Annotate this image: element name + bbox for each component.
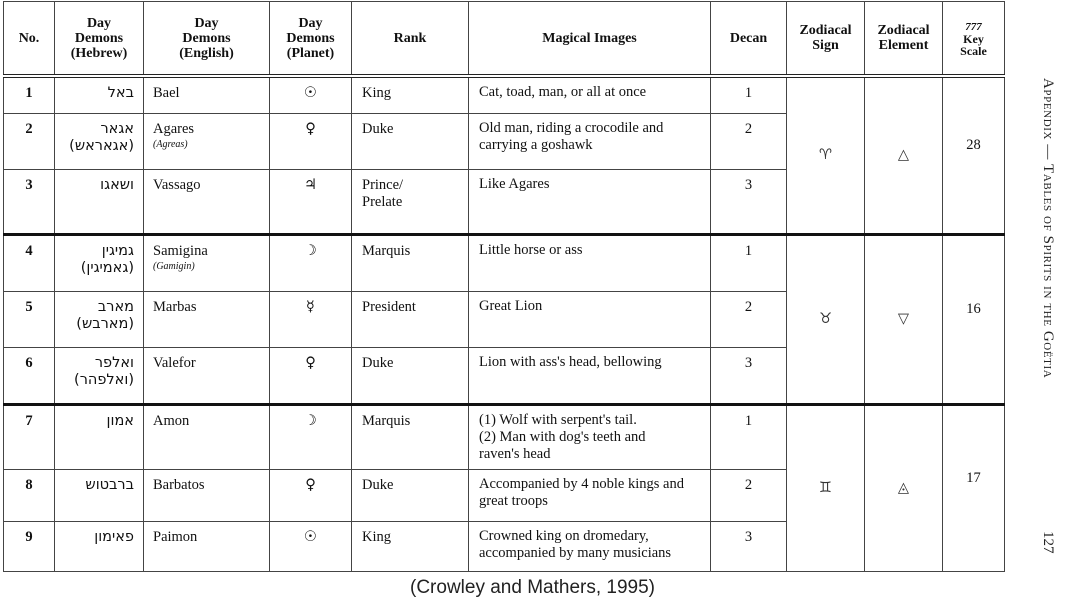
line: (גאמיגין) — [80, 260, 134, 276]
row-number: 8 — [4, 470, 55, 522]
line: Duke — [362, 477, 394, 493]
line: King — [362, 85, 391, 101]
header-row — [4, 2, 1005, 77]
line: אגאר — [100, 121, 134, 137]
decan: 3 — [711, 522, 787, 572]
line: באל — [107, 85, 134, 101]
decan: 3 — [711, 348, 787, 405]
line: King — [362, 529, 391, 545]
rank — [352, 235, 469, 292]
line: (אגאראש) — [69, 138, 134, 154]
line: Crowned king on dromedary, — [479, 528, 649, 544]
planet-symbol-icon: ☽ — [270, 235, 352, 292]
planet-symbol-icon: ♀ — [270, 470, 352, 522]
hebrew-name — [55, 348, 144, 405]
line: Old man, riding a crocodile and — [479, 120, 664, 136]
english-name-text: Barbatos — [153, 477, 205, 493]
key-scale: 28 — [943, 76, 1005, 235]
row-number: 4 — [4, 235, 55, 292]
line: Marquis — [362, 243, 411, 259]
line: Prince/ — [362, 177, 404, 193]
page-number: 127 — [1040, 530, 1056, 554]
decan: 2 — [711, 470, 787, 522]
line: raven's head — [479, 446, 551, 462]
table-row — [4, 405, 1005, 470]
line: גמיגין — [101, 243, 134, 259]
key-scale: 16 — [943, 235, 1005, 405]
english-name-text: Samigina — [153, 243, 208, 259]
magical-image — [469, 522, 711, 572]
decan: 3 — [711, 170, 787, 235]
header-planet: Day Demons (Planet) — [270, 2, 352, 77]
magical-image — [469, 114, 711, 170]
header-magical-images: Magical Images — [469, 2, 711, 77]
magical-image — [469, 348, 711, 405]
header-zodiacal-sign: Zodiacal Sign — [787, 2, 865, 77]
line: Lion with ass's head, bellowing — [479, 354, 662, 370]
english-name — [144, 170, 270, 235]
line: Accompanied by 4 noble kings and — [479, 476, 684, 492]
zodiac-sign-icon: ♈ — [787, 76, 865, 235]
alternate-name: (Agreas) — [153, 139, 188, 150]
header-no: No. — [4, 2, 55, 77]
header-decan: Decan — [711, 2, 787, 77]
hebrew-name — [55, 470, 144, 522]
header-rank: Rank — [352, 2, 469, 77]
line: (ואלפהר) — [74, 372, 134, 388]
english-name-text: Amon — [153, 413, 190, 429]
row-number: 6 — [4, 348, 55, 405]
line: (1) Wolf with serpent's tail. — [479, 412, 637, 428]
line: ואלפר — [94, 355, 134, 371]
row-number: 7 — [4, 405, 55, 470]
english-name-text: Valefor — [153, 355, 196, 371]
hebrew-name — [55, 292, 144, 348]
line: Prelate — [362, 194, 403, 210]
header-hebrew: Day Demons (Hebrew) — [55, 2, 144, 77]
line: Duke — [362, 355, 394, 371]
header-zodiacal-element: Zodiacal Element — [865, 2, 943, 77]
line: ושאגו — [100, 177, 134, 193]
line: President — [362, 299, 416, 315]
zodiac-element-icon: △ — [865, 76, 943, 235]
line: (2) Man with dog's teeth and — [479, 429, 646, 445]
english-name — [144, 405, 270, 470]
hebrew-name — [55, 235, 144, 292]
hebrew-name — [55, 522, 144, 572]
decan: 2 — [711, 114, 787, 170]
line: Great Lion — [479, 298, 543, 314]
english-name-text: Agares — [153, 121, 195, 137]
rank — [352, 405, 469, 470]
header-key-scale: 777 Key Scale — [943, 2, 1005, 77]
magical-image — [469, 235, 711, 292]
line: Marquis — [362, 413, 411, 429]
english-name — [144, 522, 270, 572]
line: carrying a goshawk — [479, 137, 593, 153]
line: Duke — [362, 121, 394, 137]
key-scale: 17 — [943, 405, 1005, 572]
table-row — [4, 235, 1005, 292]
rank — [352, 170, 469, 235]
planet-symbol-icon: ♀ — [270, 348, 352, 405]
english-name-text: Bael — [153, 85, 180, 101]
line: great troops — [479, 493, 548, 509]
rank — [352, 292, 469, 348]
row-number: 5 — [4, 292, 55, 348]
row-number: 2 — [4, 114, 55, 170]
line: ברבטוש — [85, 477, 134, 493]
rank — [352, 76, 469, 114]
line: accompanied by many musicians — [479, 545, 672, 561]
zodiac-element-icon: ◬ — [865, 405, 943, 572]
decan: 1 — [711, 405, 787, 470]
line: פאימון — [94, 529, 134, 545]
magical-image — [469, 170, 711, 235]
zodiac-sign-icon: ♉ — [787, 235, 865, 405]
line: Like Agares — [479, 176, 550, 192]
hebrew-name — [55, 405, 144, 470]
english-name-text: Vassago — [153, 177, 201, 193]
rank — [352, 348, 469, 405]
hebrew-name — [55, 170, 144, 235]
demons-table — [3, 1, 1005, 572]
magical-image — [469, 292, 711, 348]
rank — [352, 522, 469, 572]
hebrew-name — [55, 76, 144, 114]
magical-image — [469, 470, 711, 522]
english-name — [144, 348, 270, 405]
english-name — [144, 76, 270, 114]
planet-symbol-icon: ☽ — [270, 405, 352, 470]
header-english: Day Demons (English) — [144, 2, 270, 77]
english-name — [144, 292, 270, 348]
english-name-text: Paimon — [153, 529, 198, 545]
rank — [352, 114, 469, 170]
planet-symbol-icon: ☉ — [270, 522, 352, 572]
planet-symbol-icon: ♀ — [270, 114, 352, 170]
magical-image — [469, 405, 711, 470]
line: Cat, toad, man, or all at once — [479, 84, 647, 100]
decan: 1 — [711, 76, 787, 114]
line: אמון — [106, 413, 134, 429]
row-number: 1 — [4, 76, 55, 114]
rank — [352, 470, 469, 522]
alternate-name: (Gamigin) — [153, 261, 195, 272]
english-name — [144, 114, 270, 170]
line: מארב — [97, 299, 134, 315]
line: Little horse or ass — [479, 242, 583, 258]
decan: 2 — [711, 292, 787, 348]
planet-symbol-icon: ♃ — [270, 170, 352, 235]
zodiac-sign-icon: ♊ — [787, 405, 865, 572]
planet-symbol-icon: ☿ — [270, 292, 352, 348]
citation: (Crowley and Mathers, 1995) — [410, 577, 655, 598]
planet-symbol-icon: ☉ — [270, 76, 352, 114]
table-row — [4, 76, 1005, 114]
decan: 1 — [711, 235, 787, 292]
english-name — [144, 235, 270, 292]
line: (מארבש) — [76, 316, 134, 332]
side-title: Appendix — Tables of Spirits in the Goëtia — [1040, 78, 1056, 379]
magical-image — [469, 76, 711, 114]
hebrew-name — [55, 114, 144, 170]
row-number: 9 — [4, 522, 55, 572]
zodiac-element-icon: ▽ — [865, 235, 943, 405]
english-name-text: Marbas — [153, 299, 197, 315]
english-name — [144, 470, 270, 522]
table-body — [4, 76, 1005, 572]
row-number: 3 — [4, 170, 55, 235]
